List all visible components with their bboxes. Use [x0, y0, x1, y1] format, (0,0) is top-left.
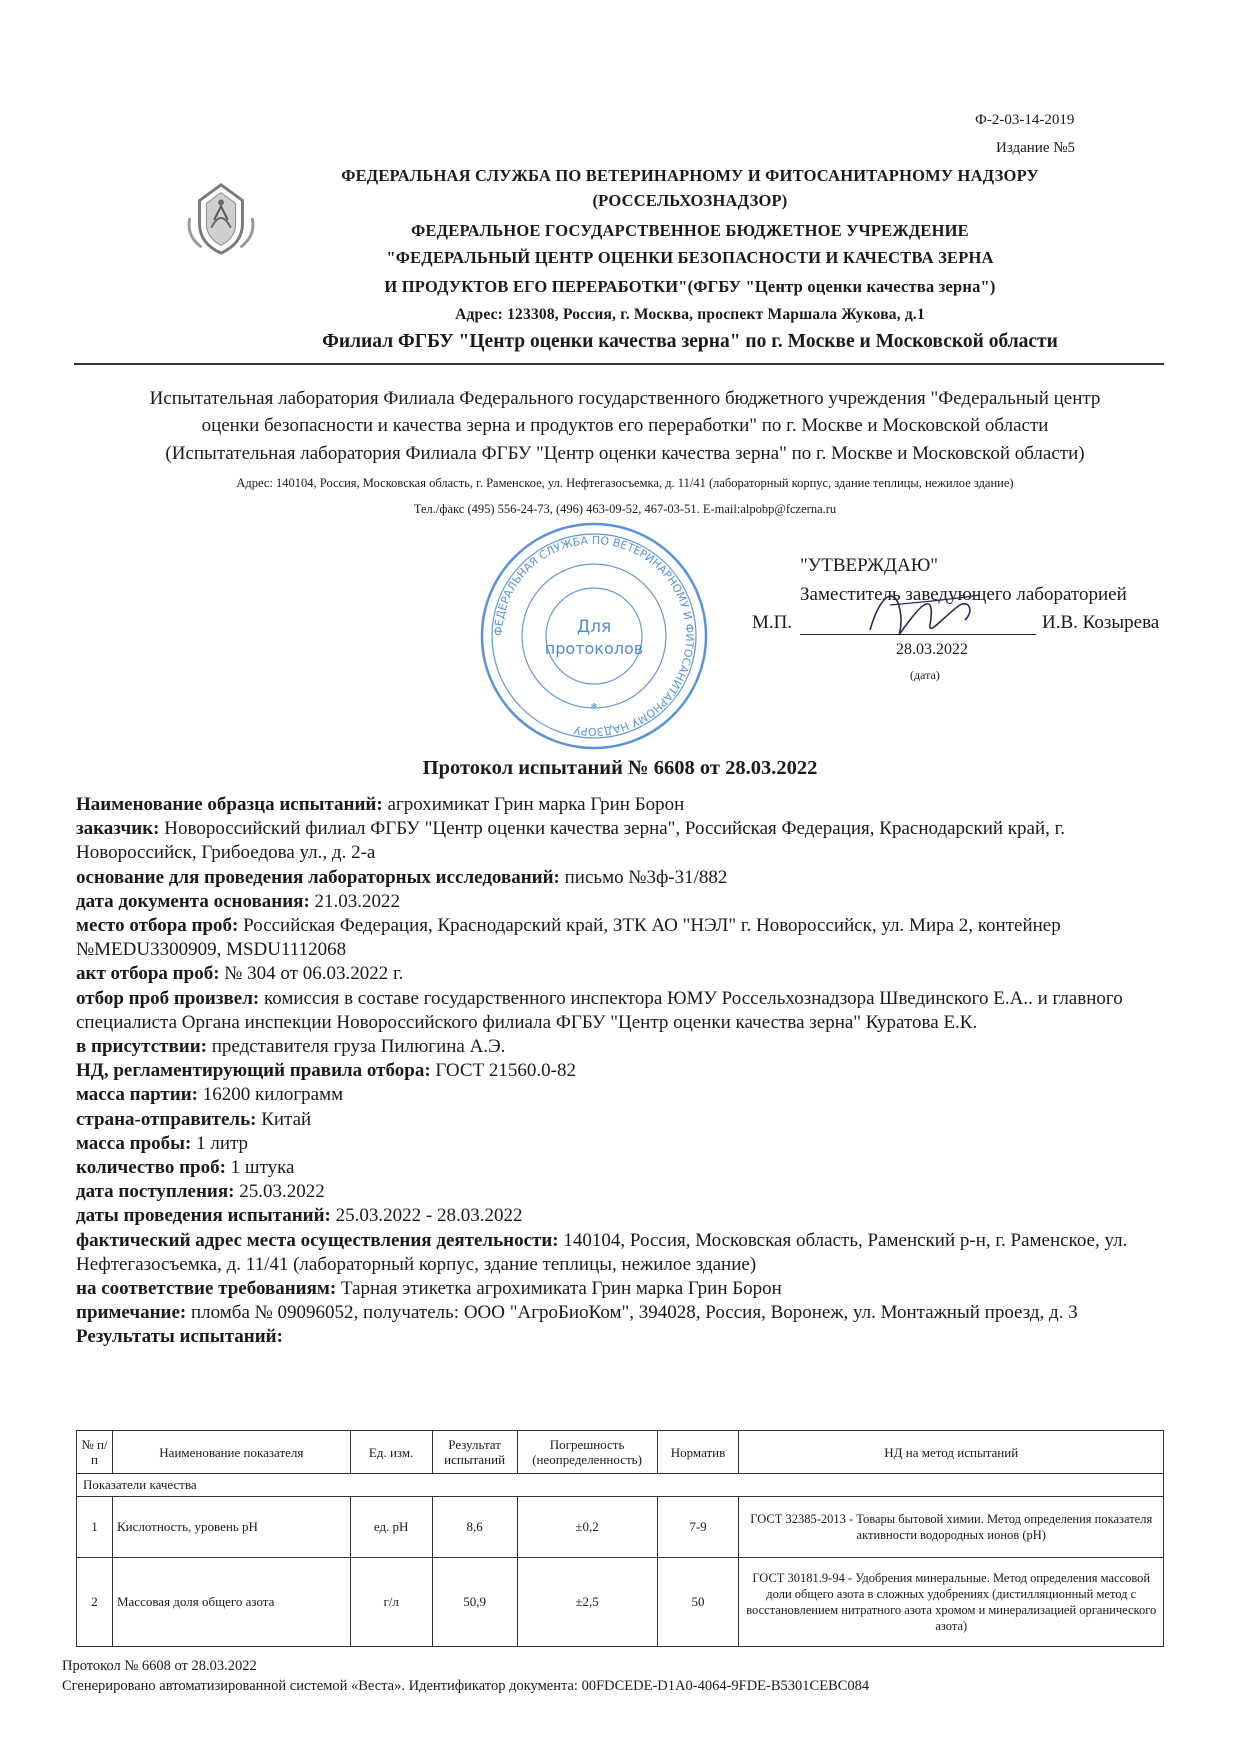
lab-address: Адрес: 140104, Россия, Московская область, г. Раменское, ул. Нефтегазосъемка, д. 11/41 (лабораторный корпус, здание теплицы, нежилое здание) [236, 476, 1014, 490]
field-sample-name: Наименование образца испытаний: агрохимикат Грин марка Грин Борон [76, 794, 685, 815]
edition-number: Издание №5 [996, 140, 1076, 156]
field-customer: заказчик: Новороссийский филиал ФГБУ "Центр оценки качества зерна", Российская Федерация, Краснодарский край, г. Новороссийск, Грибоедова ул., д. 2-а [76, 818, 1066, 864]
stamp-ring-text: ФЕДЕРАЛЬНАЯ СЛУЖБА ПО ВЕТЕРИНАРНОМУ И ФИТОСАНИТАРНОМУ НАДЗОРУ [491, 533, 697, 739]
lab-name-line3: (Испытательная лаборатория Филиала ФГБУ "Центр оценки качества зерна" по г. Москве и Московской области) [165, 443, 1085, 464]
approval-date: 28.03.2022 [896, 641, 968, 658]
handwritten-signature [850, 575, 990, 655]
table-row [77, 1497, 1164, 1558]
stamp-center-line1: Для [576, 617, 612, 637]
field-sampled-by: отбор проб произвел: комиссия в составе государственного инспектора ЮМУ Россельхознадзора Швединского Е.А.. и главного специалиста Органа инспекции Новороссийского филиала ФГБУ "Центр оценки качества зерна" Куратова Е.К. [76, 987, 1123, 1033]
header-agency: ФЕДЕРАЛЬНАЯ СЛУЖБА ПО ВЕТЕРИНАРНОМУ И ФИТОСАНИТАРНОМУ НАДЗОРУ [341, 166, 1039, 185]
lab-name-line1: Испытательная лаборатория Филиала Федерального государственного бюджетного учреждения "Федеральный центр [149, 388, 1101, 409]
cell-method: ГОСТ 30181.9-94 - Удобрения минеральные. Метод определения массовой доли общего азота в сложных удобрениях (дистилляционный метод с восстановлением нитратного азота хромом и минерализацией органического азота) [739, 1558, 1164, 1647]
cell-unit: ед. pH [350, 1497, 432, 1558]
cell-norm: 50 [657, 1558, 739, 1647]
header-branch: Филиал ФГБУ "Центр оценки качества зерна" по г. Москве и Московской области [322, 331, 1058, 352]
field-test-dates: даты проведения испытаний: 25.03.2022 - 28.03.2022 [76, 1205, 523, 1227]
field-country: страна-отправитель: Китай [76, 1108, 312, 1130]
table-row [77, 1558, 1164, 1647]
lab-stamp [478, 520, 710, 752]
approval-date-label: (дата) [910, 668, 940, 682]
cell-norm: 7-9 [657, 1497, 739, 1558]
field-sample-mass: масса пробы: 1 литр [76, 1132, 249, 1154]
field-basis-date: дата документа основания: 21.03.2022 [76, 890, 401, 912]
section-label: Показатели качества [77, 1474, 1164, 1497]
field-basis: основание для проведения лабораторных исследований: письмо №3ф-31/882 [76, 866, 728, 888]
lab-contacts: Тел./факс (495) 556-24-73, (496) 463-09-52, 467-03-51. E-mail:alpobp@fczerna.ru [413, 502, 837, 516]
col-header-error: Погрешность (неопределенность) [517, 1431, 657, 1474]
field-sampling-place: место отбора проб: Российская Федерация, Краснодарский край, ЗТК АО "НЭЛ" г. Новороссийск, ул. Мира 2, контейнер №MEDU3300909, MSDU1112068 [76, 915, 1061, 961]
field-sampling-act: акт отбора проб: № 304 от 06.03.2022 г. [76, 963, 404, 985]
approval-role: Заместитель заведующего лабораторией [800, 584, 1127, 605]
col-header-number: № п/п [77, 1431, 113, 1474]
svg-text:*: * [590, 701, 598, 716]
lab-name-line2: оценки безопасности и качества зерна и продуктов его переработки" по г. Москве и Московской области [201, 415, 1049, 436]
cell-name: Кислотность, уровень pH [112, 1497, 350, 1558]
cell-number: 1 [77, 1497, 113, 1558]
header-institution-type: ФЕДЕРАЛЬНОЕ ГОСУДАРСТВЕННОЕ БЮДЖЕТНОЕ УЧРЕЖДЕНИЕ [411, 221, 969, 240]
col-header-unit: Ед. изм. [350, 1431, 432, 1474]
table-header-row [77, 1431, 1164, 1474]
col-header-norm: Норматив [657, 1431, 739, 1474]
approval-seal-mark: М.П. [752, 612, 793, 633]
cell-name: Массовая доля общего азота [112, 1558, 350, 1647]
table-section-row [77, 1474, 1164, 1497]
header-institution-name-cont: И ПРОДУКТОВ ЕГО ПЕРЕРАБОТКИ"(ФГБУ "Центр оценки качества зерна") [384, 277, 996, 296]
form-code: Ф-2-03-14-2019 [975, 112, 1075, 128]
results-table [76, 1430, 1164, 1647]
header-agency-short: (РОССЕЛЬХОЗНАДЗОР) [592, 191, 788, 210]
cell-unit: г/л [350, 1558, 432, 1647]
cell-number: 2 [77, 1558, 113, 1647]
emblem-logo [182, 178, 260, 258]
header-divider [74, 363, 1164, 365]
col-header-method: НД на метод испытаний [739, 1431, 1164, 1474]
approval-title: "УТВЕРЖДАЮ" [800, 555, 938, 576]
header-address: Адрес: 123308, Россия, г. Москва, проспект Маршала Жукова, д.1 [455, 306, 925, 323]
cell-error: ±0,2 [517, 1497, 657, 1558]
field-requirements: на соответствие требованиям: Тарная этикетка агрохимиката Грин марка Грин Борон [76, 1278, 782, 1300]
field-received-date: дата поступления: 25.03.2022 [76, 1181, 325, 1203]
col-header-name: Наименование показателя [112, 1431, 350, 1474]
footer-generated-by: Сгенерировано автоматизированной системой «Веста». Идентификатор документа: 00FDCEDE-D1A0-4064-9FDE-B5301CEBC084 [62, 1678, 870, 1694]
field-presence: в присутствии: представителя груза Пилюгина А.Э. [76, 1036, 506, 1058]
cell-error: ±2,5 [517, 1558, 657, 1647]
protocol-title: Протокол испытаний № 6608 от 28.03.2022 [422, 757, 818, 779]
cell-result: 50,9 [432, 1558, 517, 1647]
approval-signer: И.В. Козырева [1042, 612, 1160, 633]
field-sampling-standard: НД, регламентирующий правила отбора: ГОСТ 21560.0-82 [76, 1060, 576, 1082]
field-lot-mass: масса партии: 16200 килограмм [76, 1084, 344, 1106]
results-heading: Результаты испытаний: [76, 1326, 283, 1348]
cell-method: ГОСТ 32385-2013 - Товары бытовой химии. Метод определения показателя активности водородных ионов (pH) [739, 1497, 1164, 1558]
field-note: примечание: пломба № 09096052, получатель: ООО "АгроБиоКом", 394028, Россия, Воронеж, ул. Монтажный проезд, д. 3 [76, 1302, 1078, 1324]
cell-result: 8,6 [432, 1497, 517, 1558]
footer-protocol-ref: Протокол № 6608 от 28.03.2022 [62, 1658, 257, 1674]
stamp-center-line2: протоколов [544, 639, 644, 658]
header-institution-name: "ФЕДЕРАЛЬНЫЙ ЦЕНТР ОЦЕНКИ БЕЗОПАСНОСТИ И КАЧЕСТВА ЗЕРНА [386, 248, 994, 267]
col-header-result: Результат испытаний [432, 1431, 517, 1474]
field-actual-address: фактический адрес места осуществления деятельности: 140104, Россия, Московская область, Раменский р-н, г. Раменское, ул. Нефтегазосъемка, д. 11/41 (лабораторный корпус, здание теплицы, нежилое здание) [76, 1229, 1128, 1275]
field-sample-count: количество проб: 1 штука [76, 1157, 295, 1179]
sample-details [76, 793, 1166, 1350]
